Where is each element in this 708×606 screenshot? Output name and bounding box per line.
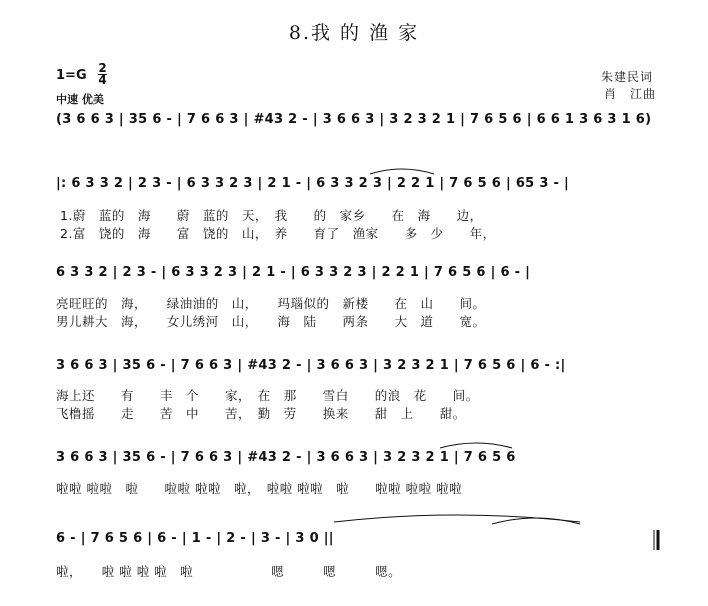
row3-lyrics-2: 男儿耕大 海， 女儿绣河 山， 海 陆 两条 大 道 宽。 bbox=[56, 314, 486, 329]
row4-lyrics-2: 飞橹摇 走 苦 中 苦， 勤 劳 换来 甜 上 甜。 bbox=[56, 406, 466, 421]
row4-lyrics-1: 海上还 有 丰 个 家， 在 那 雪白 的浪 花 间。 bbox=[56, 388, 479, 403]
lyricist-credit: 朱建民词 bbox=[601, 70, 654, 84]
row3-notes: 6 3 3 2 | 2 3 - | 6 3 3 2 3 | 2 1 - | 6 3 3 2 3 | 2 2 1 | 7 6 5 6 | 6 - | bbox=[56, 265, 531, 280]
composer-credit: 肖 江曲 bbox=[604, 87, 657, 101]
key-signature: 1=G bbox=[56, 68, 87, 83]
song-title: 8.我 的 渔 家 bbox=[288, 22, 420, 44]
tempo-marking: 中速 优美 bbox=[56, 93, 104, 106]
verse-notes: |: 6 3 3 2 | 2 3 - | 6 3 3 2 3 | 2 1 - | 6 3 3 2 3 | 2 2 1 | 7 6 5 6 | 65 3 - | bbox=[56, 176, 570, 191]
row5-lyrics: 啦啦 啦啦 啦 啦啦 啦啦 啦， 啦啦 啦啦 啦 啦啦 啦啦 啦啦 bbox=[56, 481, 463, 496]
time-signature-bottom: 4 bbox=[98, 73, 107, 87]
la-slur bbox=[440, 443, 512, 448]
verse-lyrics-1: 1.蔚 蓝的 海 蔚 蓝的 天， 我 的 家乡 在 海 边， bbox=[60, 208, 483, 223]
verse-lyrics-2: 2.富 饶的 海 富 饶的 山， 养 育了 渔家 多 少 年， bbox=[60, 226, 496, 241]
row6-notes: 6 - | 7 6 5 6 | 6 - | 1 - | 2 - | 3 - | 3 0 || bbox=[56, 531, 334, 546]
row3-lyrics-1: 亮旺旺的 海， 绿油油的 山， 玛瑙似的 新楼 在 山 间。 bbox=[56, 296, 486, 311]
intro-notes: (3 6 6 3 | 35 6 - | 7 6 6 3 | #43 2 - | 3 6 6 3 | 3 2 3 2 1 | 7 6 5 6 | 6 6 1 3 6 3 1 6) bbox=[56, 112, 652, 127]
row4-notes: 3 6 6 3 | 35 6 - | 7 6 6 3 | #43 2 - | 3 6 6 3 | 3 2 3 2 1 | 7 6 5 6 | 6 - :| bbox=[56, 358, 566, 373]
row5-notes: 3 6 6 3 | 35 6 - | 7 6 6 3 | #43 2 - | 3 6 6 3 | 3 2 3 2 1 | 7 6 5 6 bbox=[56, 450, 516, 465]
verse-slur bbox=[370, 169, 434, 174]
inner-tie-slur bbox=[492, 518, 580, 524]
time-signature-top: 2 bbox=[98, 61, 107, 75]
row6-lyrics: 啦， 啦 啦 啦 啦 啦 嗯 嗯 嗯。 bbox=[56, 564, 402, 579]
